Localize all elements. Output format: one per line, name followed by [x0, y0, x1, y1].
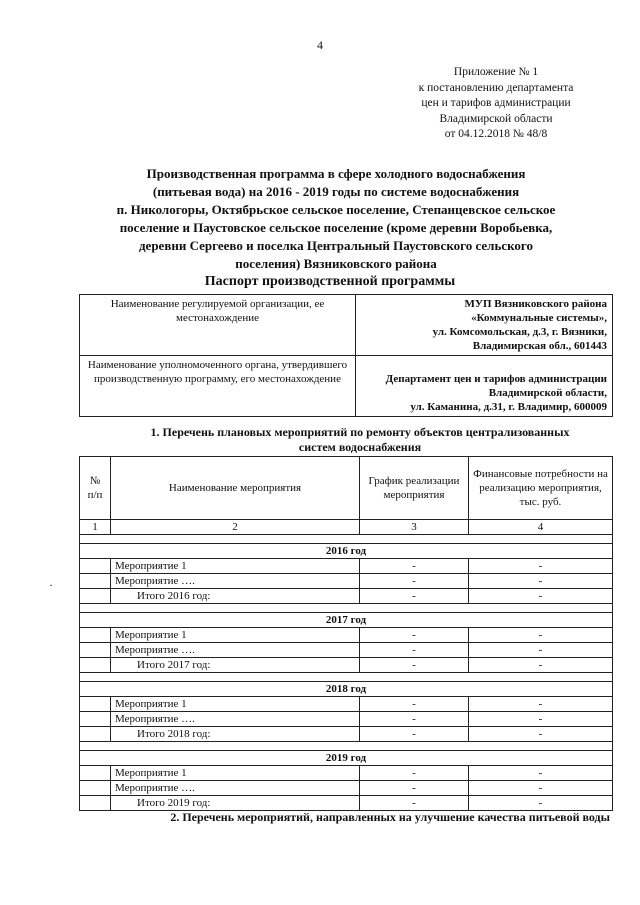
- event-name: Мероприятие ….: [111, 781, 360, 796]
- row-number: [80, 574, 111, 589]
- year-label: 2016 год: [80, 544, 613, 559]
- row-number: [80, 643, 111, 658]
- spacer-cell: [80, 604, 613, 613]
- passport-label: Наименование уполномоченного органа, утвердившего производственную программу, его местонахождение: [80, 356, 356, 417]
- table-row: [80, 697, 613, 712]
- event-cost: -: [469, 697, 613, 712]
- row-number: [80, 658, 111, 673]
- passport-value-line: МУП Вязниковского района: [464, 298, 607, 310]
- event-cost: -: [469, 559, 613, 574]
- total-cost: -: [469, 658, 613, 673]
- event-schedule: -: [360, 781, 469, 796]
- spacer-cell: [80, 673, 613, 682]
- event-name: Мероприятие 1: [111, 697, 360, 712]
- header-event-name: Наименование мероприятия: [111, 457, 360, 520]
- event-cost: -: [469, 574, 613, 589]
- total-cost: -: [469, 796, 613, 811]
- passport-value-line: Владимирская обл., 601443: [472, 340, 607, 352]
- event-cost: -: [469, 712, 613, 727]
- event-schedule: -: [360, 574, 469, 589]
- passport-row: [80, 356, 613, 417]
- section1-title-line: систем водоснабжения: [298, 440, 422, 454]
- event-cost: -: [469, 781, 613, 796]
- section1-title-line: 1. Перечень плановых мероприятий по ремонту объектов централизованных: [150, 425, 570, 439]
- total-schedule: -: [360, 658, 469, 673]
- row-number: [80, 766, 111, 781]
- total-row: [80, 589, 613, 604]
- event-name: Мероприятие ….: [111, 574, 360, 589]
- year-label: 2017 год: [80, 613, 613, 628]
- year-label: 2019 год: [80, 751, 613, 766]
- passport-value-line: ул. Комсомольская, д.3, г. Вязники,: [432, 326, 607, 338]
- events-header-row: [80, 457, 613, 520]
- title-line: (питьевая вода) на 2016 - 2019 годы по системе водоснабжения: [152, 184, 520, 199]
- spacer-row: [80, 742, 613, 751]
- passport-value: [356, 356, 613, 417]
- appendix-line: цен и тарифов администрации: [421, 97, 571, 109]
- spacer-row: [80, 604, 613, 613]
- total-cost: -: [469, 727, 613, 742]
- event-schedule: -: [360, 559, 469, 574]
- year-label: 2018 год: [80, 682, 613, 697]
- total-row: [80, 727, 613, 742]
- spacer-cell: [80, 535, 613, 544]
- table-row: [80, 712, 613, 727]
- table-row: [80, 559, 613, 574]
- passport-value: [356, 295, 613, 356]
- total-row: [80, 658, 613, 673]
- event-schedule: -: [360, 697, 469, 712]
- total-label: Итого 2016 год:: [111, 589, 360, 604]
- section2-title: 2. Перечень мероприятий, направленных на улучшение качества питьевой воды: [170, 810, 610, 824]
- event-schedule: -: [360, 712, 469, 727]
- passport-value-line: Владимирской области,: [488, 387, 607, 399]
- year-row: [80, 682, 613, 697]
- row-number: [80, 628, 111, 643]
- events-table: [79, 456, 613, 811]
- row-number: [80, 559, 111, 574]
- event-name: Мероприятие 1: [111, 628, 360, 643]
- appendix-line: от 04.12.2018 № 48/8: [444, 128, 548, 140]
- appendix-line: Приложение № 1: [453, 66, 539, 78]
- table-row: [80, 766, 613, 781]
- column-number: 1: [80, 520, 111, 535]
- table-row: [80, 643, 613, 658]
- event-schedule: -: [360, 766, 469, 781]
- total-label: Итого 2017 год:: [111, 658, 360, 673]
- row-number: [80, 589, 111, 604]
- column-number: 4: [469, 520, 613, 535]
- row-number: [80, 727, 111, 742]
- appendix-line: Владимирской области: [439, 112, 553, 125]
- column-number: 3: [360, 520, 469, 535]
- passport-value-line: Департамент цен и тарифов администрации: [385, 373, 607, 385]
- year-row: [80, 751, 613, 766]
- column-number-row: [80, 520, 613, 535]
- row-number: [80, 712, 111, 727]
- event-schedule: -: [360, 628, 469, 643]
- total-schedule: -: [360, 727, 469, 742]
- passport-label: Наименование регулируемой организации, ее местонахождение: [80, 295, 356, 356]
- year-row: [80, 544, 613, 559]
- appendix-line: к постановлению департамента: [418, 81, 574, 94]
- row-number: [80, 796, 111, 811]
- event-cost: -: [469, 628, 613, 643]
- passport-row: [80, 295, 613, 356]
- spacer-row: [80, 535, 613, 544]
- header-schedule: График реализации мероприятия: [360, 457, 469, 520]
- total-schedule: -: [360, 589, 469, 604]
- title-line: деревни Сергеево и поселка Центральный Паустовского сельского: [138, 238, 534, 253]
- title-line: п. Никологоры, Октябрьское сельское поселение, Степанцевское сельское: [116, 202, 556, 217]
- appendix-header: [380, 65, 612, 143]
- event-name: Мероприятие ….: [111, 712, 360, 727]
- title-line: поселение и Паустовское сельское поселение (кроме деревни Воробьевка,: [119, 220, 553, 235]
- year-row: [80, 613, 613, 628]
- section1-title: [110, 425, 610, 455]
- header-cost: Финансовые потребности на реализацию мероприятия, тыс. руб.: [469, 457, 613, 520]
- event-name: Мероприятие 1: [111, 559, 360, 574]
- column-number: 2: [111, 520, 360, 535]
- table-row: [80, 781, 613, 796]
- title-line: Производственная программа в сфере холодного водоснабжения: [146, 166, 526, 181]
- total-label: Итого 2018 год:: [111, 727, 360, 742]
- row-number: [80, 697, 111, 712]
- header-number: № п/п: [80, 457, 111, 520]
- spacer-row: [80, 673, 613, 682]
- spacer-cell: [80, 742, 613, 751]
- event-name: Мероприятие 1: [111, 766, 360, 781]
- event-cost: -: [469, 643, 613, 658]
- event-cost: -: [469, 766, 613, 781]
- page-number: 4: [317, 38, 323, 52]
- title-line: поселения) Вязниковского района: [235, 256, 437, 271]
- document-title: [70, 165, 602, 273]
- passport-value-line: ул. Каманина, д.31, г. Владимир, 600009: [410, 401, 607, 413]
- table-row: [80, 628, 613, 643]
- event-schedule: -: [360, 643, 469, 658]
- passport-value-line: «Коммунальные системы»,: [471, 312, 607, 324]
- total-label: Итого 2019 год:: [111, 796, 360, 811]
- total-schedule: -: [360, 796, 469, 811]
- passport-heading: Паспорт производственной программы: [204, 274, 456, 289]
- margin-mark: ·: [49, 578, 53, 592]
- passport-table: [79, 294, 613, 417]
- total-row: [80, 796, 613, 811]
- row-number: [80, 781, 111, 796]
- event-name: Мероприятие ….: [111, 643, 360, 658]
- table-row: [80, 574, 613, 589]
- total-cost: -: [469, 589, 613, 604]
